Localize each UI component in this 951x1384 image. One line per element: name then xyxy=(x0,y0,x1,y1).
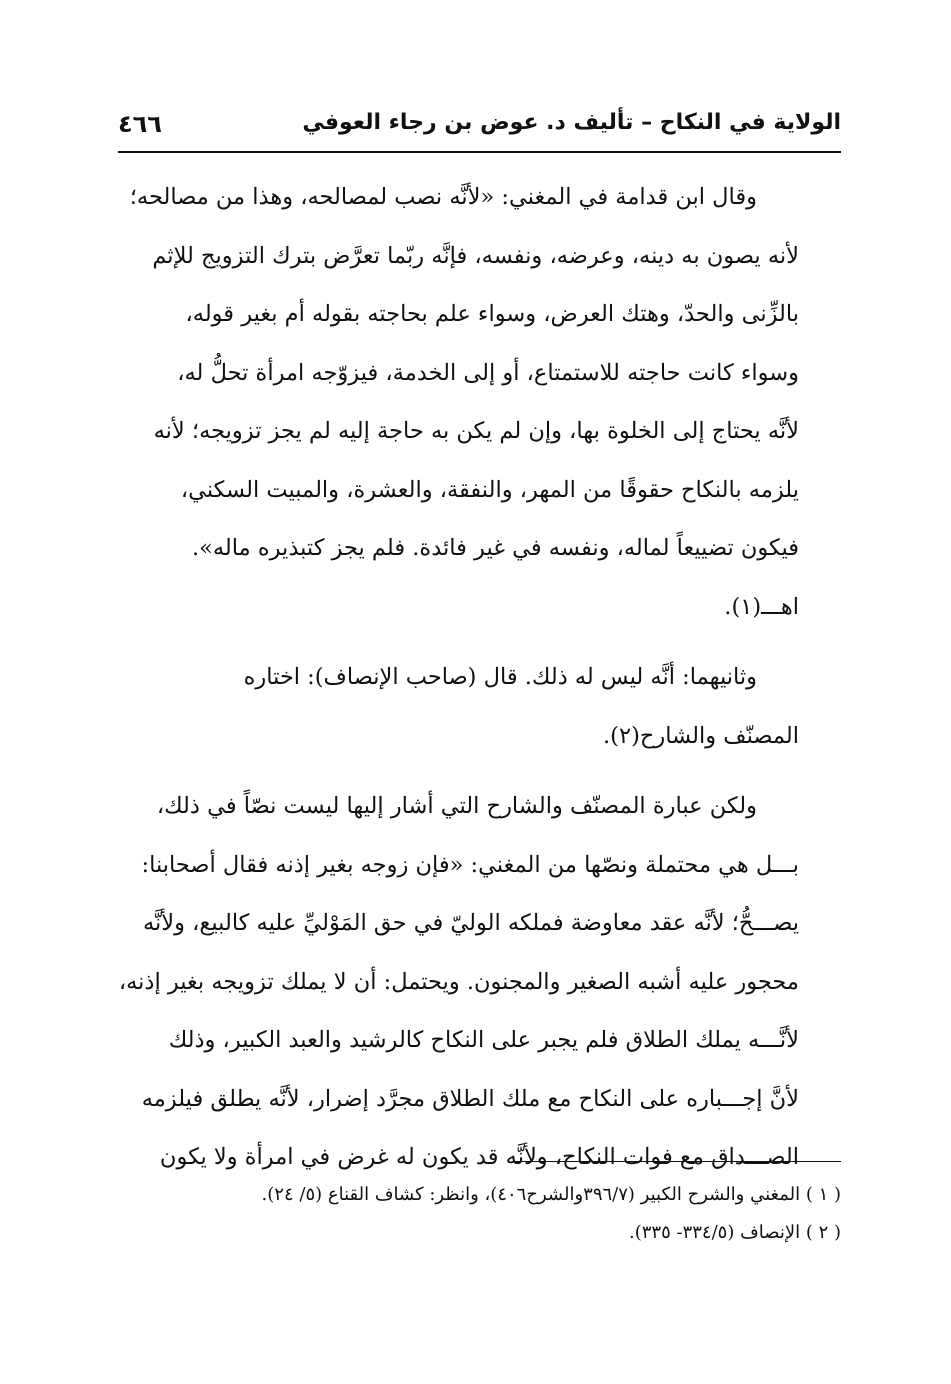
footnote-2: ( ٢ ) الإنصاف (٣٣٤/٥- ٣٣٥). xyxy=(629,1222,841,1243)
text-line: بالزِّنى والحدّ، وهتك العرض، وسواء علم بحاجته بقوله أم بغير قوله، xyxy=(185,301,799,327)
text-line: لأنَّـــه يملك الطلاق فلم يجبر على النكاح كالرشيد والعبد الكبير، وذلك xyxy=(168,1027,799,1053)
text-line: فيكون تضييعاً لماله، ونفسه في غير فائدة. فلم يجز كتبذيره ماله». xyxy=(191,535,799,561)
footnotes xyxy=(118,1176,841,1252)
paragraph-3 xyxy=(118,777,841,1187)
paragraph-1 xyxy=(118,168,841,636)
text-line: الصـــداق مع فوات النكاح، ولأنَّه قد يكون له غرض في امرأة ولا يكون xyxy=(159,1144,799,1170)
text-line: وقال ابن قدامة في المغني: «لأنَّه نصب لمصالحه، وهذا من مصالحه؛ xyxy=(129,184,757,210)
text-line: لأنه يصون به دينه، وعرضه، ونفسه، فإنَّه ربّما تعرَّض بترك التزويج للإثم xyxy=(152,242,799,269)
text-line: المصنّف والشارح(٢). xyxy=(603,722,799,749)
text-line: وثانيهما: أنَّه ليس له ذلك. قال (صاحب الإنصاف): اختاره xyxy=(243,664,757,690)
text-line: وسواء كانت حاجته للاستمتاع، أو إلى الخدمة، فيزوّجه امرأة تحلُّ له، xyxy=(177,359,799,386)
text-line: بـــل هي محتملة ونصّها من المغني: «فإن زوجه بغير إذنه فقال أصحابنا: xyxy=(141,851,799,878)
text-line: محجور عليه أشبه الصغير والمجنون. ويحتمل: أن لا يملك تزويجه بغير إذنه، xyxy=(118,968,799,995)
header-divider xyxy=(118,151,841,153)
text-line: لأنَّه يحتاج إلى الخلوة بها، وإن لم يكن به حاجة إليه لم يجز تزويجه؛ لأنه xyxy=(153,418,799,444)
running-header xyxy=(118,104,841,150)
page-number: ٤٦٦ xyxy=(118,110,162,138)
text-line: ولكن عبارة المصنّف والشارح التي أشار إليها ليست نصّاً في ذلك، xyxy=(156,793,757,819)
text-line: يصـــحُّ؛ لأنَّه عقد معاوضة فملكه الوليّ في حق المَوْليِّ عليه كالبيع، ولأنَّه xyxy=(142,910,799,936)
header-title: الولاية في النكاح – تأليف د. عوض بن رجاء العوفي xyxy=(302,110,841,135)
text-line: يلزمه بالنكاح حقوقًا من المهر، والنفقة، والعشرة، والمبيت السكني، xyxy=(180,476,799,503)
text-line: اهـــ(١). xyxy=(724,593,799,620)
footnote-1: ( ١ ) المغني والشرح الكبير (٣٩٦/٧والشرح٤٠٦)، وانظر: كشاف القناع (٥/ ٢٤). xyxy=(261,1184,841,1205)
paragraph-2 xyxy=(118,648,841,765)
footnote-divider xyxy=(513,1161,841,1162)
text-line: لأنَّ إجـــباره على النكاح مع ملك الطلاق مجرَّد إضرار، لأنَّه يطلق فيلزمه xyxy=(141,1085,799,1112)
main-text xyxy=(118,168,841,1187)
